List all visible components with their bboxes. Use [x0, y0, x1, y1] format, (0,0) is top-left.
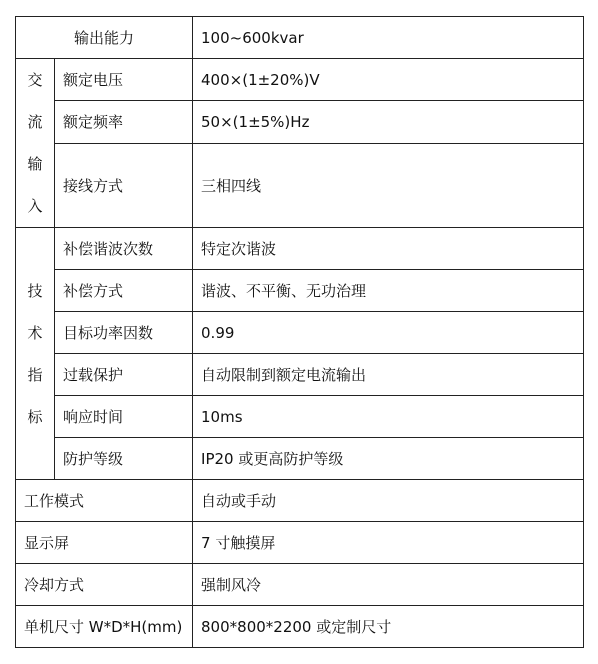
group-char: 术 — [27, 323, 43, 342]
table-row — [16, 354, 584, 396]
spec-value: 强制风冷 — [193, 564, 584, 606]
spec-label-output-capacity: 输出能力 — [16, 17, 193, 59]
spec-label: 目标功率因数 — [55, 312, 193, 354]
group-label-technical — [16, 228, 55, 480]
spec-label: 额定电压 — [55, 59, 193, 101]
table-row — [16, 564, 584, 606]
spec-label: 冷却方式 — [16, 564, 193, 606]
spec-value: IP20 或更高防护等级 — [193, 438, 584, 480]
group-char: 交 — [27, 71, 43, 89]
table-row — [16, 480, 584, 522]
spec-label: 补偿方式 — [55, 270, 193, 312]
spec-value-output-capacity: 100~600kvar — [193, 17, 584, 59]
group-char: 指 — [27, 365, 43, 384]
spec-value: 400×(1±20%)V — [193, 59, 584, 101]
table-row — [16, 17, 584, 59]
spec-value: 50×(1±5%)Hz — [193, 101, 584, 143]
table-row — [16, 396, 584, 438]
table-row — [16, 270, 584, 312]
spec-label: 补偿谐波次数 — [55, 228, 193, 270]
spec-label: 接线方式 — [55, 143, 193, 228]
spec-value: 0.99 — [193, 312, 584, 354]
spec-label: 单机尺寸 W*D*H(mm) — [16, 606, 193, 648]
table-row — [16, 606, 584, 648]
spec-value: 特定次谐波 — [193, 228, 584, 270]
group-label-ac-input — [16, 59, 55, 228]
spec-value: 自动限制到额定电流输出 — [193, 354, 584, 396]
spec-label: 响应时间 — [55, 396, 193, 438]
group-char: 流 — [27, 113, 43, 131]
spec-label: 额定频率 — [55, 101, 193, 143]
spec-value: 800*800*2200 或定制尺寸 — [193, 606, 584, 648]
spec-table — [15, 16, 584, 648]
spec-value: 自动或手动 — [193, 480, 584, 522]
group-char: 输 — [27, 155, 43, 173]
spec-label: 工作模式 — [16, 480, 193, 522]
spec-value: 三相四线 — [193, 143, 584, 228]
table-row — [16, 101, 584, 143]
spec-label: 显示屏 — [16, 522, 193, 564]
spec-value: 7 寸触摸屏 — [193, 522, 584, 564]
table-row — [16, 59, 584, 101]
table-row — [16, 522, 584, 564]
table-row — [16, 143, 584, 228]
spec-label: 防护等级 — [55, 438, 193, 480]
spec-value: 10ms — [193, 396, 584, 438]
spec-value: 谐波、不平衡、无功治理 — [193, 270, 584, 312]
group-char: 入 — [27, 197, 43, 215]
table-row — [16, 228, 584, 270]
spec-label: 过载保护 — [55, 354, 193, 396]
table-row — [16, 312, 584, 354]
table-row — [16, 438, 584, 480]
group-char: 技 — [27, 281, 43, 300]
group-char: 标 — [27, 407, 43, 426]
